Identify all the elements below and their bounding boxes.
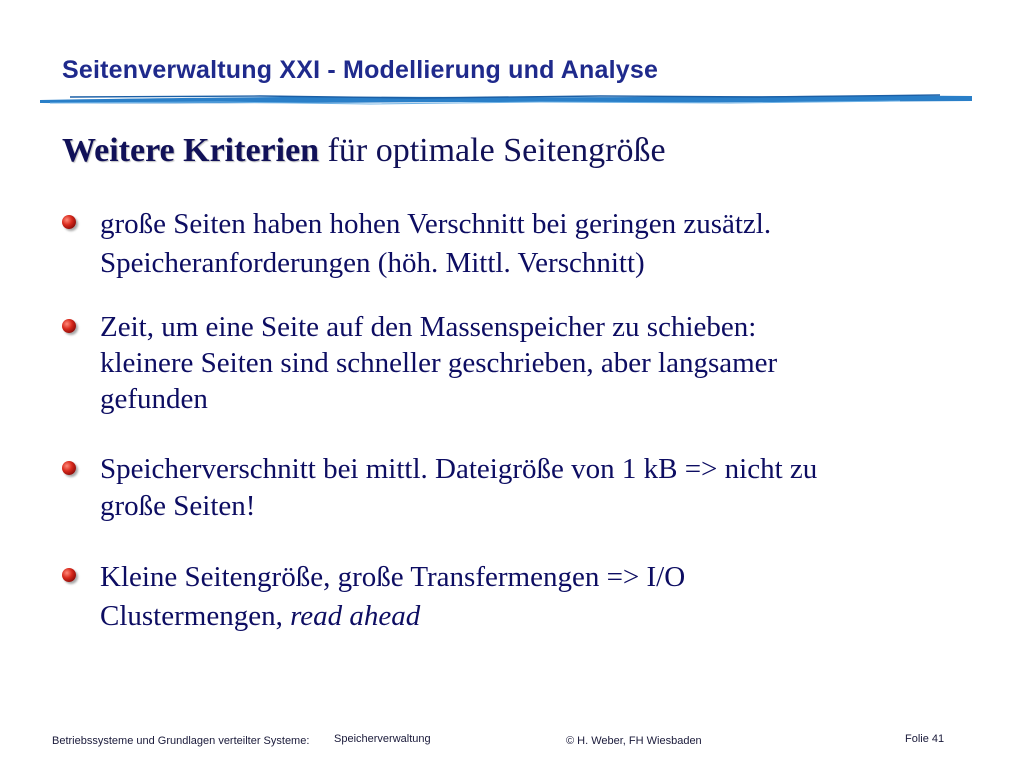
bullet-line: kleinere Seiten sind schneller geschrieben, aber langsamer: [100, 347, 778, 379]
bullet-item: [62, 309, 962, 417]
bullet-text: [100, 451, 817, 525]
bullet-sphere-icon: [62, 215, 76, 229]
bullet-sphere-icon: [62, 568, 76, 582]
footer-slide-number: Folie 41: [905, 733, 945, 745]
bullet-line: Kleine Seitengröße, große Transfermengen => I/O: [100, 561, 686, 593]
subheading-rest: für optimale Seitengröße: [319, 132, 666, 169]
bullet-line: gefunden: [100, 383, 208, 415]
bullet-item: [62, 451, 962, 525]
footer-author: © H. Weber, FH Wiesbaden: [566, 735, 702, 747]
bullet-line: Zeit, um eine Seite auf den Massenspeicher zu schieben:: [100, 311, 757, 343]
slide-title: Seitenverwaltung XXI - Modellierung und Analyse: [62, 56, 659, 84]
bullet-line: große Seiten!: [100, 490, 256, 522]
bullet-line: Speicheranforderungen (höh. Mittl. Verschnitt): [100, 247, 645, 279]
footer-course: Betriebssysteme und Grundlagen verteilter Systeme:: [52, 735, 310, 747]
bullet-sphere-icon: [62, 461, 76, 475]
bullet-item: [62, 205, 962, 283]
subheading-emphasis: Weitere Kriterien: [62, 132, 320, 169]
bullet-line-plain: Clustermengen,: [100, 600, 291, 632]
title-underline-brushstroke: [40, 92, 972, 108]
bullet-sphere-icon: [62, 319, 76, 333]
bullet-text: [100, 558, 685, 636]
bullet-line: [100, 597, 685, 636]
bullet-line: große Seiten haben hohen Verschnitt bei geringen zusätzl.: [100, 208, 772, 240]
footer-topic: Speicherverwaltung: [334, 733, 431, 745]
bullet-item: [62, 558, 962, 636]
bullet-text: [100, 309, 777, 417]
subheading: [62, 132, 666, 170]
bullet-line: Speicherverschnitt bei mittl. Dateigröße von 1 kB => nicht zu: [100, 453, 818, 485]
bullet-text: [100, 205, 771, 283]
bullet-line-italic: read ahead: [290, 600, 421, 632]
